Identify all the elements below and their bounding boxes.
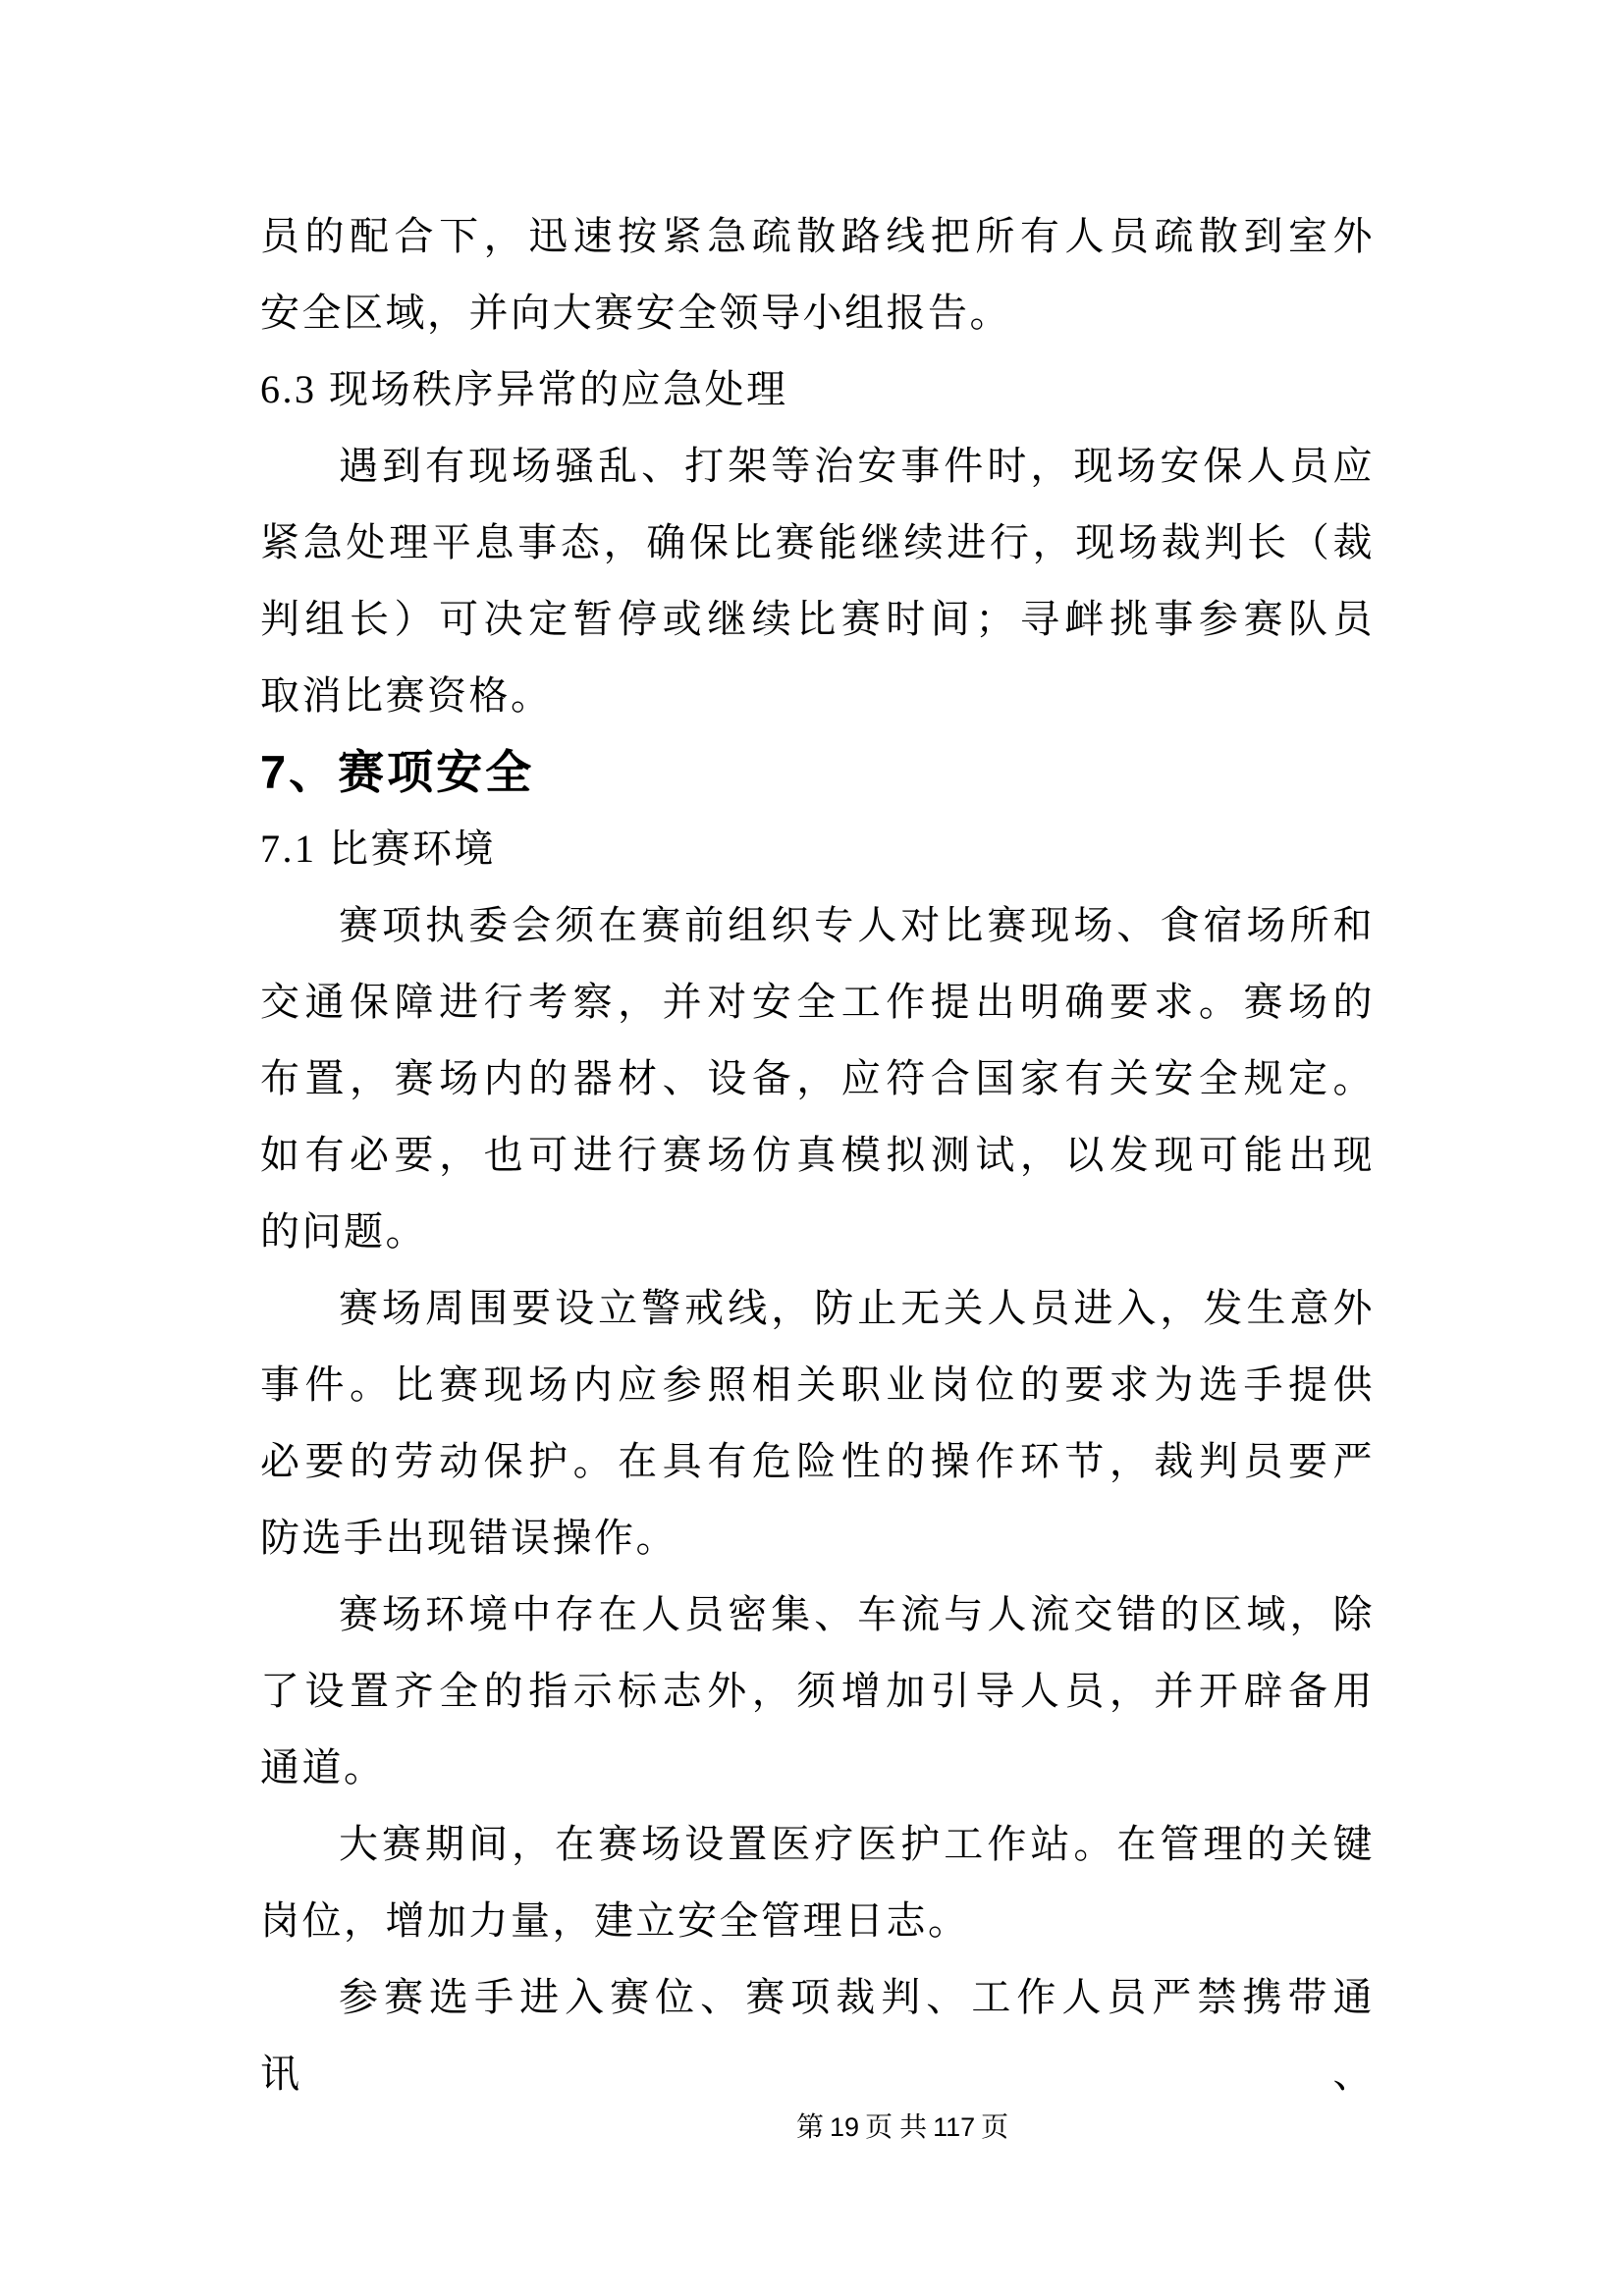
footer-page-number: 19 <box>830 2112 860 2142</box>
body-line: 参赛选手进入赛位、赛项裁判、工作人员严禁携带通讯、 <box>260 1975 1375 2096</box>
body-line: 大赛期间，在赛场设置医疗医护工作站。在管理的关键 <box>339 1822 1375 1866</box>
body-line: 了设置齐全的指示标志外，须增加引导人员，并开辟备用 <box>260 1669 1375 1713</box>
section-heading-7: 7、赛项安全 <box>260 746 535 798</box>
body-line: 必要的劳动保护。在具有危险性的操作环节，裁判员要严 <box>260 1439 1375 1483</box>
body-line: 岗位，增加力量，建立安全管理日志。 <box>260 1898 970 1943</box>
body-line: 的问题。 <box>260 1209 427 1254</box>
body-line: 赛场周围要设立警戒线，防止无关人员进入，发生意外 <box>339 1286 1375 1330</box>
body-line: 赛项执委会须在赛前组织专人对比赛现场、食宿场所和 <box>339 903 1375 947</box>
footer-total-pages: 117 <box>933 2112 976 2142</box>
subsection-heading-6-3: 6.3 现场秩序异常的应急处理 <box>260 367 788 411</box>
body-line: 防选手出现错误操作。 <box>260 1516 677 1560</box>
body-line: 通道。 <box>260 1745 386 1789</box>
body-line: 取消比赛资格。 <box>260 673 553 718</box>
body-line: 布置，赛场内的器材、设备，应符合国家有关安全规定。 <box>260 1056 1375 1100</box>
body-line: 交通保障进行考察，并对安全工作提出明确要求。赛场的 <box>260 980 1375 1024</box>
page-footer <box>793 2110 1011 2144</box>
subsection-heading-7-1: 7.1 比赛环境 <box>260 827 496 871</box>
document-page <box>260 198 1375 2096</box>
body-line: 赛场环境中存在人员密集、车流与人流交错的区域，除 <box>339 1592 1375 1636</box>
footer-label-middle: 页 共 <box>865 2112 928 2143</box>
body-line: 如有必要，也可进行赛场仿真模拟测试，以发现可能出现 <box>260 1133 1375 1177</box>
body-line: 员的配合下，迅速按紧急疏散路线把所有人员疏散到室外 <box>260 214 1375 258</box>
body-line: 紧急处理平息事态，确保比赛能继续进行，现场裁判长（裁 <box>260 520 1375 564</box>
body-line: 遇到有现场骚乱、打架等治安事件时，现场安保人员应 <box>339 444 1375 488</box>
body-line: 安全区域，并向大赛安全领导小组报告。 <box>260 291 1011 335</box>
footer-label-prefix: 第 <box>796 2112 825 2143</box>
body-line: 事件。比赛现场内应参照相关职业岗位的要求为选手提供 <box>260 1362 1375 1407</box>
footer-label-suffix: 页 <box>981 2112 1009 2143</box>
body-line: 判组长）可决定暂停或继续比赛时间；寻衅挑事参赛队员 <box>260 597 1375 641</box>
